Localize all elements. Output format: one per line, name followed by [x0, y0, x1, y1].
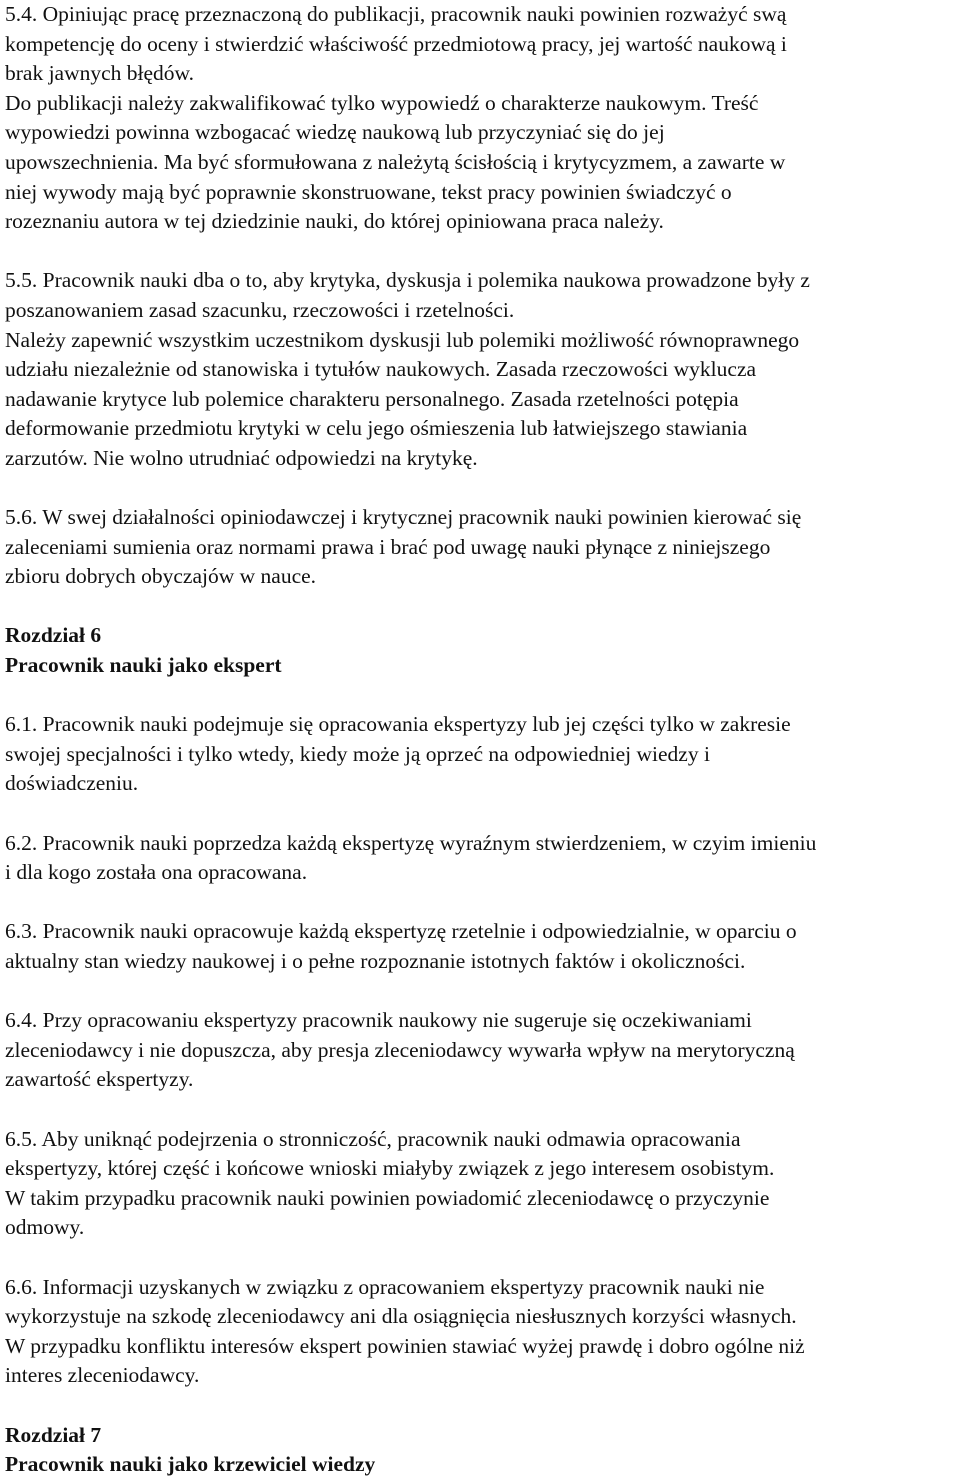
text-line: interes zleceniodawcy.: [5, 1363, 200, 1388]
text-line: zbioru dobrych obyczajów w nauce.: [5, 564, 317, 589]
text-line: zleceniodawcy i nie dopuszcza, aby presja zleceniodawcy wywarła wpływ na merytoryczną: [5, 1037, 795, 1062]
text-line: wykorzystuje na szkodę zleceniodawcy ani dla osiągnięcia niesłusznych korzyści własnych.: [5, 1304, 797, 1329]
paragraph-6-6: [5, 1273, 960, 1391]
paragraph-6-4: [5, 1006, 960, 1095]
text-line: kompetencję do oceny i stwierdzić właściwość przedmiotową pracy, jej wartość naukową i: [5, 31, 787, 56]
text-line: 5.5. Pracownik nauki dba o to, aby krytyka, dyskusja i polemika naukowa prowadzone były z: [5, 268, 810, 293]
text-line: upowszechnienia. Ma być sformułowana z należytą ścisłością i krytycyzmem, a zawarte w: [5, 149, 786, 174]
text-line: udziału niezależnie od stanowiska i tytułów naukowych. Zasada rzeczowości wyklucza: [5, 357, 757, 382]
text-line: rozeznaniu autora w tej dziedzinie nauki, do której opiniowana praca należy.: [5, 209, 664, 234]
text-line: W takim przypadku pracownik nauki powinien powiadomić zleceniodawcę o przyczynie: [5, 1185, 770, 1210]
text-line: brak jawnych błędów.: [5, 61, 195, 86]
text-line: 5.4. Opiniując pracę przeznaczoną do publikacji, pracownik nauki powinien rozważyć swą: [5, 2, 787, 26]
text-line: W przypadku konfliktu interesów ekspert powinien stawiać wyżej prawdę i dobro ogólne niż: [5, 1333, 805, 1358]
text-line: i dla kogo została ona opracowana.: [5, 860, 308, 885]
chapter-number: Rozdział 6: [5, 623, 102, 648]
paragraph-5-6: [5, 503, 960, 592]
text-line: zarzutów. Nie wolno utrudniać odpowiedzi na krytykę.: [5, 445, 478, 470]
text-line: 6.5. Aby uniknąć podejrzenia o stronniczość, pracownik nauki odmawia opracowania: [5, 1126, 741, 1151]
chapter-7-heading: [5, 1421, 960, 1480]
chapter-6-heading: [5, 621, 960, 680]
chapter-title: Pracownik nauki jako ekspert: [5, 653, 282, 678]
paragraph-6-3: [5, 917, 960, 976]
chapter-number: Rozdział 7: [5, 1422, 102, 1447]
text-line: deformowanie przedmiotu krytyki w celu jego ośmieszenia lub łatwiejszego stawiania: [5, 416, 748, 441]
text-line: Należy zapewnić wszystkim uczestnikom dyskusji lub polemiki możliwość równoprawnego: [5, 327, 800, 352]
text-line: 6.6. Informacji uzyskanych w związku z opracowaniem ekspertyzy pracownik nauki nie: [5, 1274, 765, 1299]
text-line: ekspertyzy, której część i końcowe wnioski miałyby związek z jego interesem osobistym.: [5, 1156, 775, 1181]
paragraph-6-2: [5, 829, 960, 888]
text-line: zawartość ekspertyzy.: [5, 1067, 194, 1092]
text-line: swojej specjalności i tylko wtedy, kiedy może ją oprzeć na odpowiedniej wiedzy i: [5, 741, 710, 766]
text-line: aktualny stan wiedzy naukowej i o pełne rozpoznanie istotnych faktów i okoliczności.: [5, 949, 746, 973]
text-line: 6.2. Pracownik nauki poprzedza każdą ekspertyzę wyraźnym stwierdzeniem, w czyim imieniu: [5, 830, 817, 855]
text-line: doświadczeniu.: [5, 771, 139, 796]
document-page: [5, 0, 960, 1480]
text-line: 6.4. Przy opracowaniu ekspertyzy pracownik naukowy nie sugeruje się oczekiwaniami: [5, 1008, 752, 1033]
text-line: poszanowaniem zasad szacunku, rzeczowości i rzetelności.: [5, 297, 515, 322]
chapter-title: Pracownik nauki jako krzewiciel wiedzy: [5, 1452, 376, 1477]
text-line: wypowiedzi powinna wzbogacać wiedzę naukową lub przyczyniać się do jej: [5, 120, 665, 145]
paragraph-6-1: [5, 710, 960, 799]
paragraph-5-5: [5, 266, 960, 473]
paragraph-6-5: [5, 1125, 960, 1243]
text-line: 6.1. Pracownik nauki podejmuje się opracowania ekspertyzy lub jej części tylko w zakresie: [5, 712, 791, 737]
text-line: 5.6. W swej działalności opiniodawczej i krytycznej pracownik nauki powinien kierować się: [5, 505, 802, 530]
text-line: 6.3. Pracownik nauki opracowuje każdą ekspertyzę rzetelnie i odpowiedzialnie, w oparciu o: [5, 919, 797, 944]
text-line: zaleceniami sumienia oraz normami prawa i brać pod uwagę nauki płynące z niniejszego: [5, 534, 771, 559]
text-line: odmowy.: [5, 1215, 85, 1240]
text-line: Do publikacji należy zakwalifikować tylko wypowiedź o charakterze naukowym. Treść: [5, 90, 759, 115]
text-line: niej wywody mają być poprawnie skonstruowane, tekst pracy powinien świadczyć o: [5, 179, 732, 204]
paragraph-5-4: [5, 0, 960, 237]
text-line: nadawanie krytyce lub polemice charakteru personalnego. Zasada rzetelności potępia: [5, 386, 739, 411]
